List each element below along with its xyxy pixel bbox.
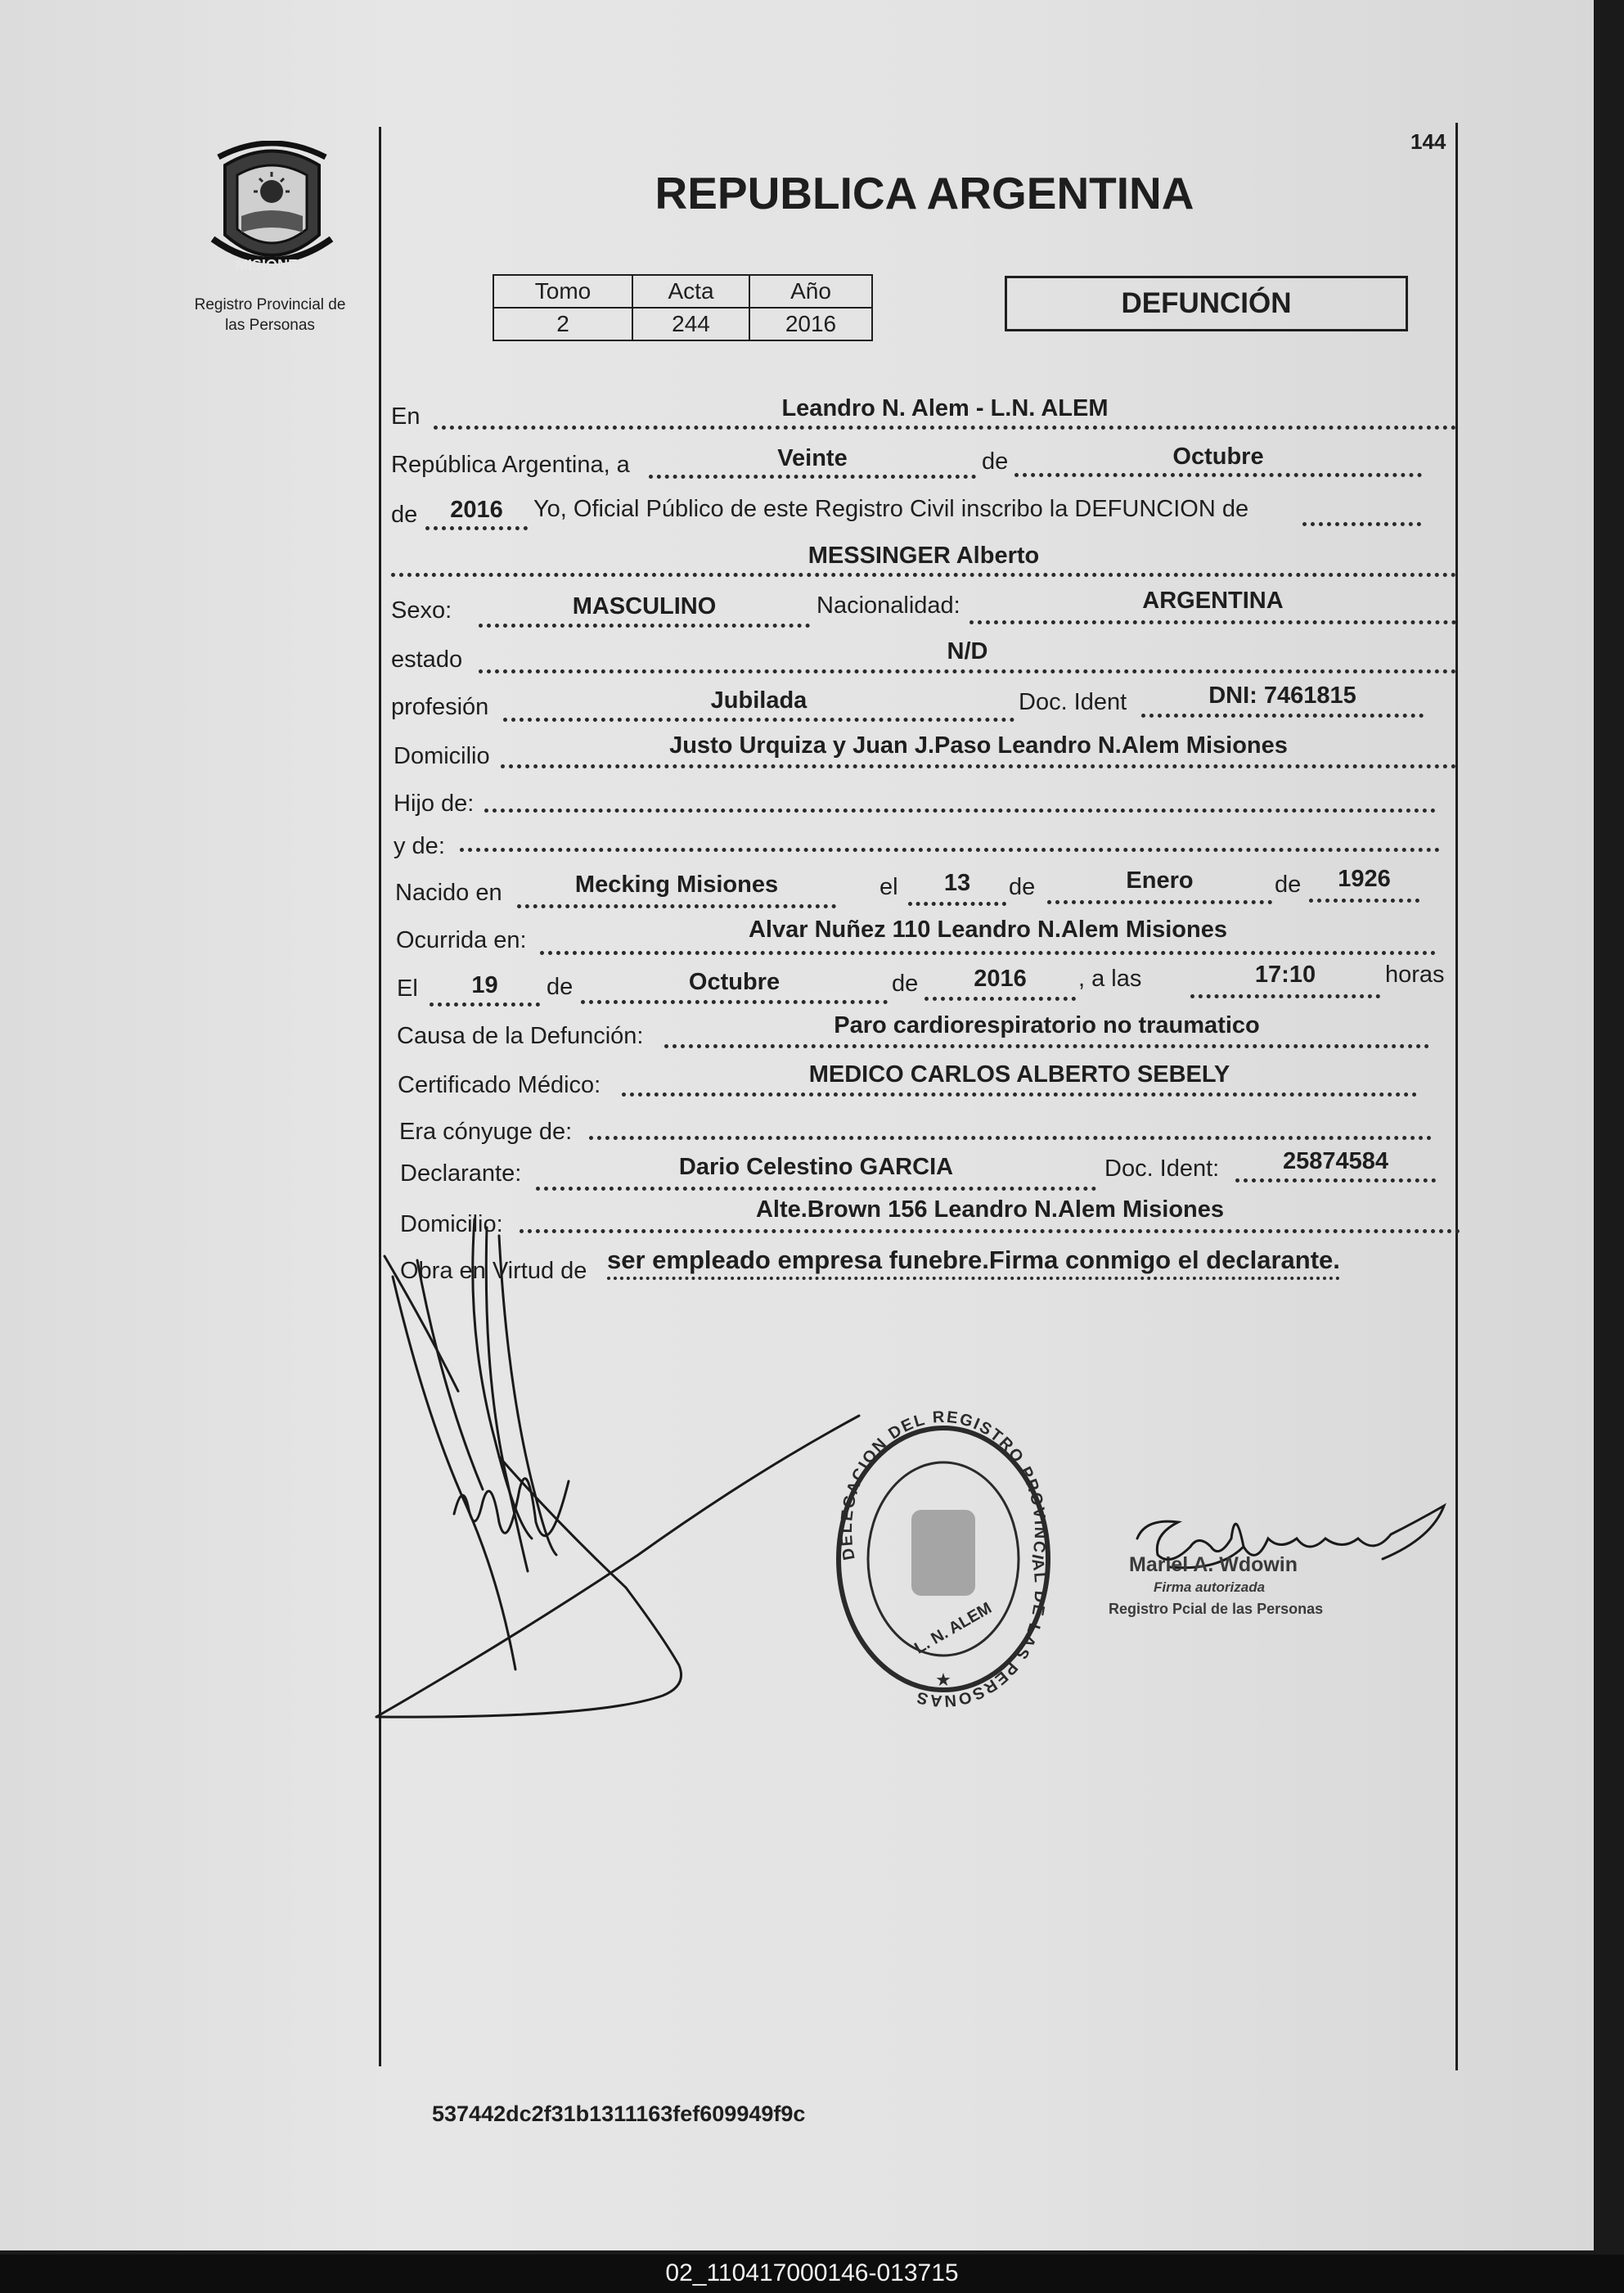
- left-border-line: [379, 127, 381, 2066]
- label-de-5: de: [547, 974, 574, 1000]
- declarant-signature: [368, 1211, 892, 1735]
- record-table-value-tomo: 2: [493, 308, 632, 340]
- dotted-line: [1302, 522, 1421, 526]
- svg-text:MISIONES: MISIONES: [235, 257, 308, 273]
- svg-text:★: ★: [935, 1669, 951, 1690]
- value-ocurrida: Alvar Nuñez 110 Leandro N.Alem Misiones: [748, 917, 1227, 943]
- registrar-office: Registro Pcial de las Personas: [1109, 1601, 1324, 1617]
- label-y-de: y de:: [394, 833, 445, 859]
- svg-text:DELEGACION DEL REGISTRO PROVIN: DELEGACION DEL REGISTRO PROVINCIAL DE LAS PERSONAS: [837, 1408, 1050, 1710]
- dotted-line: [540, 951, 1436, 955]
- label-doc-ident-2: Doc. Ident:: [1104, 1156, 1220, 1182]
- registry-caption-line2: las Personas: [225, 317, 315, 334]
- dotted-line: [589, 1136, 1432, 1140]
- dotted-line: [479, 669, 1456, 673]
- label-el-1: el: [879, 874, 898, 900]
- dotted-line: [664, 1044, 1429, 1048]
- dotted-line: [391, 573, 1456, 577]
- provincial-seal-icon: [209, 141, 335, 282]
- label-el-2: El: [397, 975, 418, 1002]
- dotted-line: [622, 1092, 1417, 1097]
- label-estado: estado: [391, 646, 463, 673]
- page-title: REPUBLICA ARGENTINA: [655, 168, 1194, 218]
- label-de-4: de: [1275, 872, 1302, 898]
- value-mes: Octubre: [1172, 444, 1264, 470]
- dotted-line: [1309, 899, 1419, 903]
- label-hijo-de: Hijo de:: [394, 791, 475, 817]
- value-nacionalidad: ARGENTINA: [1142, 588, 1284, 614]
- registry-caption: [168, 295, 372, 336]
- label-conyuge: Era cónyuge de:: [399, 1119, 573, 1145]
- registry-caption-line1: Registro Provincial de: [194, 296, 346, 313]
- label-horas: horas: [1385, 962, 1445, 988]
- label-declarante: Declarante:: [400, 1160, 522, 1187]
- record-table-value-acta: 244: [632, 308, 749, 340]
- record-table-value-anio: 2016: [749, 308, 872, 340]
- value-certificado: MEDICO CARLOS ALBERTO SEBELY: [808, 1061, 1230, 1088]
- label-republica: República Argentina, a: [391, 452, 630, 478]
- label-domicilio-2: Domicilio:: [400, 1211, 503, 1237]
- label-certificado: Certificado Médico:: [398, 1072, 601, 1098]
- record-table-header-acta: Acta: [632, 275, 749, 308]
- label-doc-ident: Doc. Ident: [1019, 689, 1127, 715]
- value-nac-anio: 1926: [1338, 866, 1391, 892]
- value-domicilio: Justo Urquiza y Juan J.Paso Leandro N.Alem Misiones: [669, 732, 1288, 759]
- registrar-name: Mariel A. Wdowin: [1129, 1553, 1298, 1576]
- value-def-mes: Octubre: [688, 969, 781, 995]
- label-ocurrida: Ocurrida en:: [396, 927, 527, 953]
- label-a-las: , a las: [1078, 966, 1142, 992]
- dotted-line: [581, 1000, 888, 1004]
- record-table-header-anio: Año: [749, 275, 872, 308]
- registrar-role: Firma autorizada: [1154, 1579, 1266, 1595]
- record-table-value-row: [493, 308, 872, 340]
- dotted-line: [517, 904, 836, 908]
- value-doc-ident-2: 25874584: [1282, 1148, 1389, 1174]
- value-profesion: Jubilada: [710, 687, 808, 714]
- dotted-line: [479, 624, 810, 628]
- record-table-header-row: [493, 275, 872, 308]
- dotted-line: [649, 475, 976, 479]
- dotted-line: [908, 902, 1006, 906]
- label-de-6: de: [892, 971, 919, 997]
- dotted-line: [425, 526, 528, 530]
- label-causa: Causa de la Defunción:: [397, 1023, 644, 1049]
- dotted-line: [536, 1187, 1096, 1191]
- label-de-1: de: [982, 448, 1009, 475]
- footer-id: 02_110417000146-013715: [665, 2259, 959, 2286]
- value-sexo: MASCULINO: [572, 593, 717, 619]
- value-lugar: Leandro N. Alem - L.N. ALEM: [781, 395, 1109, 421]
- value-def-dia: 19: [471, 972, 498, 998]
- value-obra: ser empleado empresa funebre.Firma conmigo el declarante.: [607, 1246, 1340, 1280]
- page-number: 144: [1410, 129, 1446, 154]
- dotted-line: [1190, 994, 1380, 998]
- value-estado: N/D: [947, 638, 988, 664]
- official-stamp: [833, 1408, 1054, 1710]
- value-def-anio: 2016: [974, 966, 1027, 992]
- value-nac-dia: 13: [943, 870, 971, 896]
- label-obra: Obra en Virtud de: [400, 1258, 587, 1284]
- dotted-line: [1047, 900, 1272, 904]
- value-dia-letras: Veinte: [777, 445, 848, 471]
- svg-text:L. N. ALEM: L. N. ALEM: [911, 1599, 995, 1658]
- dotted-line: [434, 426, 1456, 430]
- label-en: En: [391, 403, 421, 430]
- value-nacido-en: Mecking Misiones: [574, 872, 779, 898]
- label-domicilio: Domicilio: [394, 743, 490, 769]
- dotted-line: [430, 1002, 540, 1007]
- document-type-box: DEFUNCIÓN: [1005, 276, 1408, 331]
- label-sexo: Sexo:: [391, 597, 452, 624]
- dotted-line: [460, 848, 1440, 852]
- value-causa: Paro cardiorespiratorio no traumatico: [834, 1012, 1260, 1038]
- label-profesion: profesión: [391, 694, 489, 720]
- dotted-line: [1014, 473, 1422, 477]
- label-nacido-en: Nacido en: [395, 880, 502, 906]
- value-hora: 17:10: [1254, 962, 1316, 988]
- value-nac-mes: Enero: [1126, 867, 1194, 894]
- record-table: [493, 274, 873, 341]
- dotted-line: [969, 620, 1456, 624]
- dotted-line: [924, 997, 1076, 1001]
- value-declarante: Dario Celestino GARCIA: [678, 1154, 954, 1180]
- value-nombre: MESSINGER Alberto: [808, 543, 1040, 569]
- dotted-line: [1235, 1178, 1436, 1183]
- label-de-3: de: [1009, 874, 1036, 900]
- dotted-line: [503, 718, 1014, 722]
- label-inscribo: Yo, Oficial Público de este Registro Civil inscribo la DEFUNCION de: [533, 496, 1249, 522]
- value-anio: 2016: [450, 497, 503, 523]
- label-nacionalidad: Nacionalidad:: [816, 592, 960, 619]
- record-table-header-tomo: Tomo: [493, 275, 632, 308]
- dotted-line: [501, 764, 1456, 768]
- value-domicilio-2: Alte.Brown 156 Leandro N.Alem Misiones: [755, 1196, 1225, 1223]
- label-de-2: de: [391, 502, 418, 528]
- value-doc-ident: DNI: 7461815: [1208, 682, 1356, 709]
- document-hash: 537442dc2f31b1311163fef609949f9c: [432, 2102, 806, 2126]
- dotted-line: [484, 809, 1436, 813]
- dotted-line: [1141, 714, 1424, 718]
